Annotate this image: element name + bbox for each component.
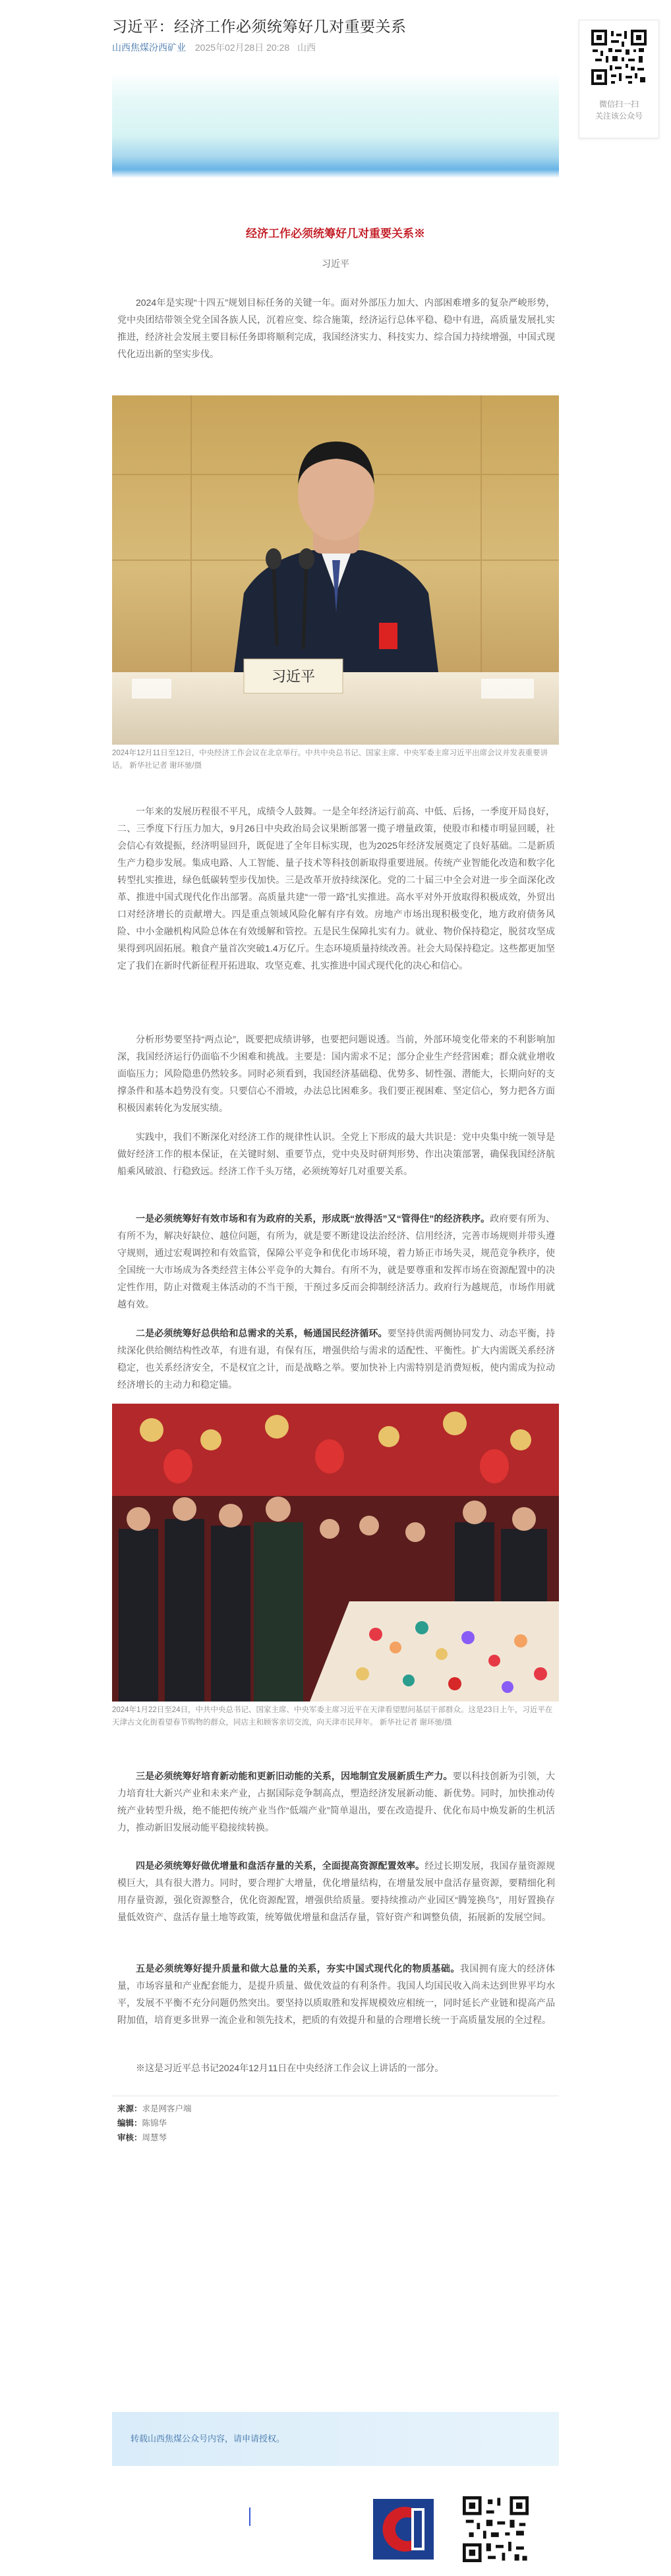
editor-value: 陈锦华: [142, 2119, 167, 2128]
source-value: 求是网客户端: [142, 2104, 192, 2113]
paragraph-7: [117, 1767, 555, 1836]
source-label: 来源：: [117, 2104, 142, 2113]
paragraph-8-lead: 四是必须统筹好做优增量和盘活存量的关系，全面提高资源配置效率。: [136, 1860, 425, 1871]
qr-code-icon: [591, 30, 647, 85]
paragraph-6-lead: 二是必须统筹好总供给和总需求的关系，畅通国民经济循环。: [136, 1328, 388, 1338]
paragraph-6: [117, 1325, 555, 1393]
review-value: 周慧琴: [142, 2133, 167, 2142]
article-title: 习近平：经济工作必须统筹好几对重要关系: [112, 18, 407, 35]
reprint-text: 转载山西焦煤公众号内容，请申请授权。: [131, 2434, 285, 2444]
paragraph-8-text: 经过长期发展，我国存量资源规模巨大，具有很大潜力。同时，要合理扩大增量，优化增量结构，在增量发展中盘活存量资源，要精细化利用存量资源，强化资源整合，优化资源配置，增强供给质量。要持续推动产业园区“腾笼换鸟”，用好置换存量低效资产、盘活存量土地等政策，统筹做优增量和盘活存量，管好资产和调整负债，拓展新的发展空间。: [117, 1860, 556, 1922]
qr-follow-card: [579, 20, 659, 138]
photo-market-visit: [112, 1404, 559, 1702]
paragraph-3: 分析形势要坚持“两点论”，既要把成绩讲够，也要把问题说透。当前，外部环境变化带来的不利影响加深，我国经济运行仍面临不少困难和挑战。主要是：国内需求不足；部分企业生产经营困难；群众就业增收面临压力；风险隐患仍然较多。同时必须看到，我国经济基础稳、优势多、韧性强、潜能大，长期向好的支撑条件和基本趋势没有变。只要信心不滑坡，办法总比困难多。我们要正视困难、坚定信心，努力把各方面积极因素转化为发展实绩。: [117, 1034, 555, 1113]
editor-label: 编辑：: [117, 2119, 142, 2128]
paragraph-5: [117, 1210, 555, 1313]
text-cursor: [249, 2507, 250, 2526]
paragraph-7-text: 要以科技创新为引领，大力培育壮大新兴产业和未来产业，占据国际竞争制高点，塑造经济发展新动能、新优势。同时，加快推动传统产业转型升级，绝不能把传统产业当作“低端产业”简单退出，要在改造提升、优化布局中焕发新的生机活力，推动新旧发展动能平稳接续转换。: [117, 1771, 556, 1833]
paragraph-7-lead: 三是必须统筹好培育新动能和更新旧动能的关系，因地制宜发展新质生产力。: [136, 1771, 453, 1781]
section-heading: 经济工作必须统筹好几对重要关系※: [246, 227, 425, 240]
paragraph-4: 实践中，我们不断深化对经济工作的规律性认识。全党上下形成的最大共识是：党中央集中统一领导是做好经济工作的根本保证，在关键时刻、重要节点，党中央及时研判形势、作出决策部署，确保我国经济航船乘风破浪、行稳致远。经济工作千头万绪，必须统筹好几对重要关系。: [117, 1131, 555, 1176]
paragraph-5-lead: 一是必须统筹好有效市场和有为政府的关系，形成既“放得活”又“管得住”的经济秩序。: [136, 1213, 490, 1224]
company-logo-icon: [373, 2499, 434, 2560]
photo1-caption: 2024年12月11日至12日，中央经济工作会议在北京举行。中共中央总书记、国家主席、中央军委主席习近平出席会议并发表重要讲话。 新华社记者 谢环驰/摄: [112, 749, 548, 770]
credit-review: [117, 2131, 167, 2143]
review-label: 审核：: [117, 2133, 142, 2142]
nameplate-text: 习近平: [271, 669, 316, 685]
qr-caption-line1: 微信扫一扫: [598, 100, 639, 109]
photo-speech: [112, 395, 559, 745]
paragraph-9: [117, 1960, 555, 2028]
reprint-notice: [112, 2412, 559, 2466]
qr-caption-line2: 关注该公众号: [595, 111, 643, 121]
account-name-link[interactable]: 山西焦煤汾西矿业: [112, 42, 186, 53]
credit-editor: [117, 2117, 167, 2129]
paragraph-9-lead: 五是必须统筹好提升质量和做大总量的关系，夯实中国式现代化的物质基础。: [136, 1963, 460, 1974]
footnote: ※这是习近平总书记2024年12月11日在中央经济工作会议上讲话的一部分。: [136, 2063, 444, 2073]
author-name: 习近平: [322, 258, 349, 269]
photo2-caption: 2024年1月22日至24日，中共中央总书记、国家主席、中央军委主席习近平在天津看望慰问基层干部群众。这是23日上午，习近平在天津古文化街看望春节购物的群众，同店主和顾客亲切交流，向天津市民拜年。 新华社记者 谢环驰/摄: [112, 1706, 553, 1727]
paragraph-6-text: 要坚持供需两侧协同发力、动态平衡，持续深化供给侧结构性改革，有进有退，有保有压，增强供给与需求的适配性、平衡性。扩大内需既关系经济稳定，也关系经济安全，不是权宜之计，而是战略之举。要加快补上内需特别是消费短板，使内需成为拉动经济增长的主动力和稳定锚。: [117, 1328, 556, 1390]
paragraph-9-text: 我国拥有庞大的经济体量，市场容量和产业配套能力，是提升质量、做优效益的有利条件。我国人均国民收入尚未达到世界平均水平，发展不平衡不充分问题仍然突出。要坚持以质取胜和发挥规模效应相统一，同时延长产业链和提高产品附加值，培育更多世界一流企业和领先技术，把质的有效提升和量的合理增长统一于高质量发展的全过程。: [117, 1963, 555, 2025]
header-banner-image: [112, 72, 559, 178]
publish-date: 2025年02月28日 20:28: [194, 42, 290, 53]
paragraph-8: [117, 1857, 555, 1926]
paragraph-2: 一年来的发展历程很不平凡，成绩令人鼓舞。一是全年经济运行前高、中低、后扬，一季度开局良好，二、三季度下行压力加大，9月26日中央政治局会议果断部署一揽子增量政策，使股市和楼市明显回暖，社会信心有效提振，经济明显回升，既促进了全年目标实现，也为2025年经济发展奠定了良好基础。二是新质生产力稳步发展。集成电路、人工智能、量子技术等科技创新取得重要进展。传统产业智能化改造和数字化转型扎实推进，绿色低碳转型步伐加快。三是改革开放持续深化。党的二十届三中全会对进一步全面深化改革、推进中国式现代化作出部署。高质量共建“一带一路”扎实推进。高水平对外开放取得积极成效，外贸出口对经济增长的贡献增大。四是重点领域风险化解有序有效。房地产市场出现积极变化，地方政府债务风险、中小金融机构风险总体在有效缓解和管控。五是民生保障扎实有力。就业、物价保持稳定，脱贫攻坚成果得到巩固拓展。粮食产量首次突破1.4万亿斤。生态环境质量持续改善。社会大局保持稳定。这些都更加坚定了我们在新时代新征程开拓进取、攻坚克难、扎实推进中国式现代化的决心和信心。: [117, 806, 555, 971]
credit-source: [117, 2102, 192, 2114]
publish-location: 山西: [297, 42, 316, 53]
paragraph-1: 2024年是实现“十四五”规划目标任务的关键一年。面对外部压力加大、内部困难增多的复杂严峻形势，党中央团结带领全党全国各族人民，沉着应变、综合施策，经济运行总体平稳、稳中有进，高质量发展扎实推进，经济社会发展主要目标任务即将顺利完成，我国经济实力、科技实力、综合国力持续增强，中国式现代化迈出新的坚实步伐。: [117, 297, 555, 359]
paragraph-5-text: 政府要有所为、有所不为，解决好缺位、越位问题，有所为，就是要不断建设法治经济、信用经济，完善市场规则并带头遵守规则，通过宏观调控和有效监管，保障公平竞争和优化市场环境，着力矫正市场失灵，规范竞争秩序，使全国统一大市场成为各类经营主体公平竞争的大舞台。有所不为，就是要尊重和发挥市场在资源配置中的决定性作用，防止对微观主体活动的不当干预，干预过多反而会抑制经济活力。政府行为越规范，市场作用就越有效。: [117, 1213, 556, 1309]
footer-qr-code-icon: [463, 2496, 529, 2562]
article-meta: [112, 41, 321, 54]
